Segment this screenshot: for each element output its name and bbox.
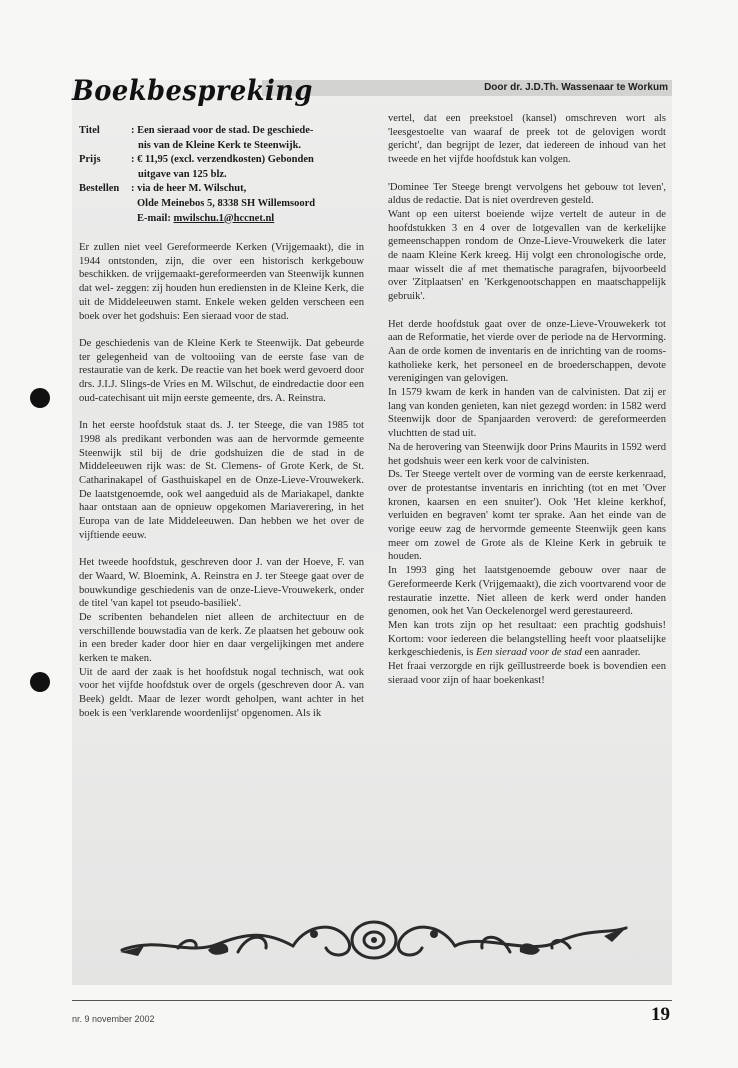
right-paragraph-2: 'Dominee Ter Steege brengt vervolgens het gebouw tot leven', aldus de redactie. Dat is niet overdreven gesteld. xyxy=(388,181,666,207)
right-paragraph-9-text: Men kan trots zijn op het resultaat: een prachtig godshuis! Kortom: voor iedereen die belangstelling heeft voor plaatselijke kerkgeschiedenis, is xyxy=(388,619,666,659)
left-paragraph-2: De geschiedenis van de Kleine Kerk te Steenwijk. Dat gebeurde ter gelegenheid van de voltooiing van de eerste fase van de restauratie van de kerk. De reactie van het boek werd gevoerd door drs. J.I.J. Slings-de Vries en M. Wilschut, de eindredactie door een oud-catechisant uit mijn eerste gemeente, drs. A. Reinstra. xyxy=(79,337,364,404)
margin-bullet-top xyxy=(30,388,50,408)
prijs-value-line-2: uitgave van 125 blz. xyxy=(138,168,227,180)
page-number: 19 xyxy=(651,1004,670,1025)
right-paragraph-1: vertel, dat een preekstoel (kansel) omschreven wort als 'leesgestoelte van waaraf de preek tot de gelovigen wordt gericht', dan begrijpt de lezer, dat iedereen de inhoud van het tweede en het vijfde hoofdstuk kan volgen. xyxy=(388,113,666,166)
prijs-row xyxy=(79,153,364,182)
prijs-value xyxy=(131,153,364,182)
right-paragraph-3: Want op een uiterst boeiende wijze vertelt de auteur in de hoofdstukken 3 en 4 over de lotgevallen van de kerkelijke gemeenschappen rondom de Onze-Lieve-Vrouwekerk die later de naam Kleine Kerk kreeg. Hij volgt een chronologische orde, maar wisselt die af met thematische paragrafen, bijvoorbeeld over 'Zitplaatsen' en 'Kerkgenootschappen en maatschappelijk gebruik'. xyxy=(388,208,666,303)
right-paragraph-6: Na de herovering van Steenwijk door Prins Maurits in 1592 werd het godshuis weer een kerk voor de calvinisten. xyxy=(388,441,666,467)
right-paragraph-10: Het fraai verzorgde en rijk geïllustreerde boek is bovendien een sieraad voor zijn of haar boekenkast! xyxy=(388,661,666,686)
order-email-line xyxy=(79,212,364,227)
left-column xyxy=(79,241,364,721)
email-link[interactable]: mwilschu.1@hccnet.nl xyxy=(173,212,275,224)
left-paragraph-4: Het tweede hoofdstuk, geschreven door J. van der Hoeve, F. van der Waard, W. Bloemink, A. Reinstra en J. ter Steege gaat over de bouwkundige geschiedenis van de onze-Lieve-Vrouwekerk, onder de titel 'van kapel tot pseudo-basiliek'. xyxy=(79,557,364,610)
left-paragraph-5: De scribenten behandelen niet alleen de architectuur en de verschillende bouwstadia van de kerk. Ze plaatsen het gebouw ook in een breder kader door hier en daar vergelijkingen met andere kerken te maken. xyxy=(79,611,364,665)
titel-row xyxy=(79,124,364,153)
issue-info: nr. 9 november 2002 xyxy=(72,1014,155,1024)
left-paragraph-3: In het eerste hoofdstuk staat ds. J. ter Steege, die van 1985 tot 1998 als predikant verbonden was aan de hervormde gemeente Steenwijk stil bij de drie godshuizen die de stad in de Middeleeuwen rijk was: de St. Clemens- of Grote Kerk, de St. Catharinakapel of Gasthuiskapel en de Onze-Lieve-Vrouwekerk. De laatstgenoemde, ook wel aangeduid als de Mariakapel, dankte haar ontstaan aan de opnieuw opgekomen Mariaverering, in het Europa van de late Middeleeuwen. Dan hebben we het over de vijftiende eeuw. xyxy=(79,420,364,541)
book-details xyxy=(79,124,364,226)
titel-value-line-1: : Een sieraad voor de stad. De geschiede- xyxy=(131,125,314,136)
titel-value-line-2: nis van de Kleine Kerk te Steenwijk. xyxy=(138,139,302,151)
titel-value xyxy=(131,124,364,153)
right-paragraph-9 xyxy=(388,619,666,660)
right-paragraph-9-italic: Een sieraad voor de stad xyxy=(475,647,582,659)
order-address: Olde Meinebos 5, 8338 SH Willemsoord xyxy=(137,197,316,209)
page-title: Boekbespreking xyxy=(72,74,313,107)
right-paragraph-4: Het derde hoofdstuk gaat over de onze-Lieve-Vrouwekerk tot aan de Reformatie, het vierde over de periode na de Hervorming. Aan de orde komen de inventaris en de inrichting van de rooms-katholieke kerk, het personeel en de broederschappen, devote verenigingen van gelovigen. xyxy=(388,318,666,385)
bestellen-label: Bestellen xyxy=(79,183,120,195)
right-paragraph-5: In 1579 kwam de kerk in handen van de calvinisten. Dat zij er lang van konden genieten, kan niet gezegd worden: in 1582 werd Steenwijk door de Spanjaarden veroverd: de gereformeerden vluchtten de stad uit. xyxy=(388,387,666,440)
ornament-divider xyxy=(118,912,630,970)
prijs-value-line-1: : € 11,95 (excl. verzendkosten) Gebonden xyxy=(131,154,314,166)
titel-label: Titel xyxy=(79,125,100,136)
email-prefix: E-mail: xyxy=(137,212,174,224)
bestellen-value: : via de heer M. Wilschut, xyxy=(131,183,247,195)
right-paragraph-8: In 1993 ging het laatstgenoemde gebouw over naar de Gereformeerde Kerk (Vrijgemaakt), die zich voortvarend voor de restauratie inzette. Niet alleen de kerk werd onder handen genomen, ook het Van Oeckelenorgel werd gerestaureerd. xyxy=(388,565,666,618)
left-paragraph-6: Uit de aard der zaak is het hoofdstuk nogal technisch, wat ook voor het vijfde hoofdstuk over de orgels (geschreven door A. van Beek) geldt. Maar de lezer wordt geholpen, want achter in het boek is een 'verklarende woordenlijst' opgenomen. Als ik xyxy=(79,666,364,719)
right-paragraph-7: Ds. Ter Steege vertelt over de vorming van de eerste kerkenraad, over de protestantse inventaris en inrichting (tot en met 'Over kronen, kaarsen en een snuiter'). Ook 'Het kleine kerkhof, verluiden en begraven' komt ter sprake. Aan het einde van de vorige eeuw zag de hervormde gemeente Steenwijk geen kans meer om zowel de Grote als de Kleine Kerk in gebruik te houden. xyxy=(388,469,666,563)
right-paragraph-9-tail: een aanrader. xyxy=(581,647,641,659)
footer-rule xyxy=(72,1000,672,1001)
right-column xyxy=(388,112,666,688)
prijs-label: Prijs xyxy=(79,154,101,166)
margin-bullet-bottom xyxy=(30,672,50,692)
byline: Door dr. J.D.Th. Wassenaar te Workum xyxy=(484,82,668,93)
left-paragraph-1: Er zullen niet veel Gereformeerde Kerken (Vrijgemaakt), die in 1944 ontstonden, zijn, die over een historisch kerkgebouw beschikken. de vrijgemaakt-gereformeerden van Steenwijk kunnen dat wel- zeggen: zij houden hun erediensten in de Kleine Kerk, die uit de Middeleeuwen stamt. Enkele weken gelden verscheen een boek over het godshuis: Een sieraad voor de stad. xyxy=(79,242,364,322)
bestellen-row xyxy=(79,182,364,197)
